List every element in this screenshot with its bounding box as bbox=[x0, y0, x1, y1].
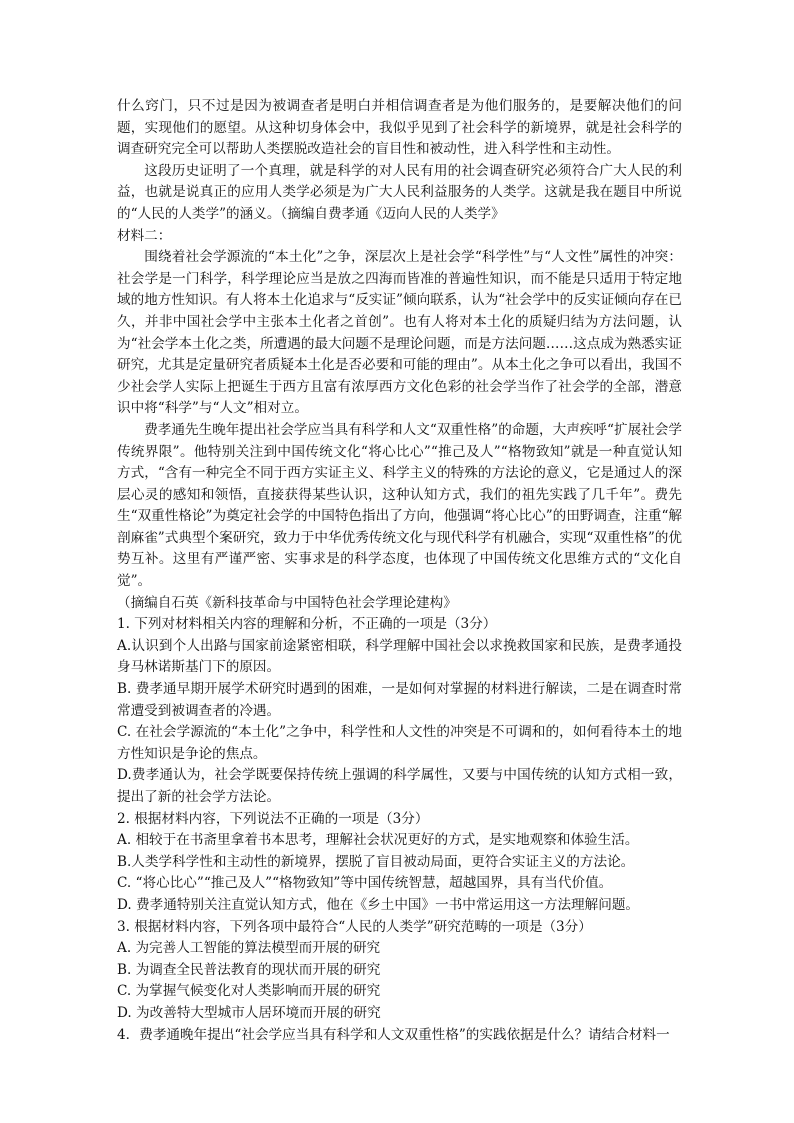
material2-heading: 材料二： bbox=[117, 227, 172, 244]
option-a: A. 相较于在书斋里拿着书本思考，理解社会状况更好的方式，是实地观察和体验生活。 bbox=[117, 832, 639, 849]
question-1 bbox=[117, 614, 682, 808]
question-2 bbox=[117, 809, 682, 917]
option-b: B.人类学科学性和主动性的新境界，摆脱了盲目被动局面，更符合实证主义的方法论。 bbox=[117, 853, 635, 870]
material2-source: （摘编自石英《新科技革命与中国特色社会学理论建构》 bbox=[117, 594, 457, 611]
question-3 bbox=[117, 917, 682, 1025]
option-a: A.认识到个人出路与国家前途紧密相联，科学理解中国社会以求挽救国家和民族，是费孝通投身马林诺斯基门下的原因。 bbox=[117, 637, 682, 676]
question-stem: 2. 根据材料内容，下列说法不正确的一项是（3分） bbox=[117, 810, 429, 827]
option-b: B. 费孝通早期开展学术研究时遇到的困难，一是如何对掌握的材料进行解读，二是在调查时常常遭受到被调查者的冷遇。 bbox=[117, 681, 682, 719]
passage1-paragraph-1: 什么窍门，只不过是因为被调查者是明白并相信调查者是为他们服务的，是要解决他们的问题，实现他们的愿望。从这种切身体会中，我似乎见到了社会科学的新境界，就是社会科学的调查研究完全可以帮助人类摆脱改造社会的盲目性和被动性，进入科学性和主动性。 bbox=[117, 98, 682, 158]
material2-paragraph-1: 围绕着社会学源流的“本土化”之争，深层次上是社会学“科学性”与“人文性”属性的冲突：社会学是一门科学，科学理论应当是放之四海而皆准的普遍性知识，而不能是只适用于特定地域的地方性知识。有人将本土化追求与“反实证”倾向联系，认为“社会学中的反实证倾向存在已久，并非中国社会学中主张本土化者之首创”。也有人将对本土化的质疑归结为方法问题，认为“社会学本土化之类，所遭遇的最大问题不是理论问题，而是方法问题……这点成为熟悉实证研究，尤其是定量研究者质疑本土化是否必要和可能的理由”。从本土化之争可以看出，我国不少社会学人实际上把诞生于西方且富有浓厚西方文化色彩的社会学当作了社会学的全部，潜意识中将“科学”与“人文”相对立。 bbox=[117, 249, 682, 417]
question-stem: 1. 下列对材料相关内容的理解和分析，不正确的一项是（3分） bbox=[117, 616, 497, 633]
question-4 bbox=[117, 1025, 682, 1047]
material2-paragraph-2: 费孝通先生晚年提出社会学应当具有科学和人文“双重性格”的命题，大声疾呼“扩展社会学传统界限”。他特别关注到中国传统文化“将心比心”“推己及人”“格物致知”就是一种直觉认知方式，“含有一种完全不同于西方实证主义、科学主义的特殊的方法论的意义，它是通过人的深层心灵的感知和领悟，直接获得某些认识，这种认知方式，我们的祖先实践了几千年”。费先生“双重性格论”为奠定社会学的中国特色指出了方向，他强调“将心比心”的田野调查，注重“解剖麻雀”式典型个案研究，致力于中华优秀传统文化与现代科学有机融合，实现“双重性格”的优势互补。这里有严谨严密、实事求是的科学态度，也体现了中国传统文化思维方式的“文化自觉”。 bbox=[117, 421, 682, 590]
option-d: D.费孝通认为，社会学既要保持传统上强调的科学属性，又要与中国传统的认知方式相一致，提出了新的社会学方法论。 bbox=[117, 767, 682, 805]
passage1-paragraph-2: 这段历史证明了一个真理，就是科学的对人民有用的社会调查研究必须符合广大人民的利益，也就是说真正的应用人类学必须是为广大人民利益服务的人类学。这就是我在题目中所说的“人民的人类学”的涵义。（摘编自费孝通《迈向人民的人类学》 bbox=[117, 162, 682, 222]
question-stem: 4．费孝通晚年提出“社会学应当具有科学和人文双重性格”的实践依据是什么？请结合材料一 bbox=[117, 1026, 670, 1043]
option-c: C. 为掌握气候变化对人类影响而开展的研究 bbox=[117, 983, 381, 1000]
option-d: D. 为改善特大型城市人居环境而开展的研究 bbox=[117, 1004, 381, 1021]
option-a: A. 为完善人工智能的算法模型而开展的研究 bbox=[117, 940, 381, 957]
option-c: C. “将心比心”“推己及人”“格物致知”等中国传统智慧，超越国界，具有当代价值。 bbox=[117, 875, 613, 892]
question-stem: 3. 根据材料内容，下列各项中最符合“人民的人类学”研究范畴的一项是（3分） bbox=[117, 918, 592, 935]
option-d: D. 费孝通特别关注直觉认知方式，他在《乡土中国》一书中常运用这一方法理解问题。 bbox=[117, 896, 640, 913]
option-b: B. 为调查全民普法教育的现状而开展的研究 bbox=[117, 961, 381, 978]
document-page bbox=[117, 96, 682, 1046]
option-c: C. 在社会学源流的“本土化”之争中，科学性和人文性的冲突是不可调和的，如何看待本土的地方性知识是争论的焦点。 bbox=[117, 724, 682, 762]
